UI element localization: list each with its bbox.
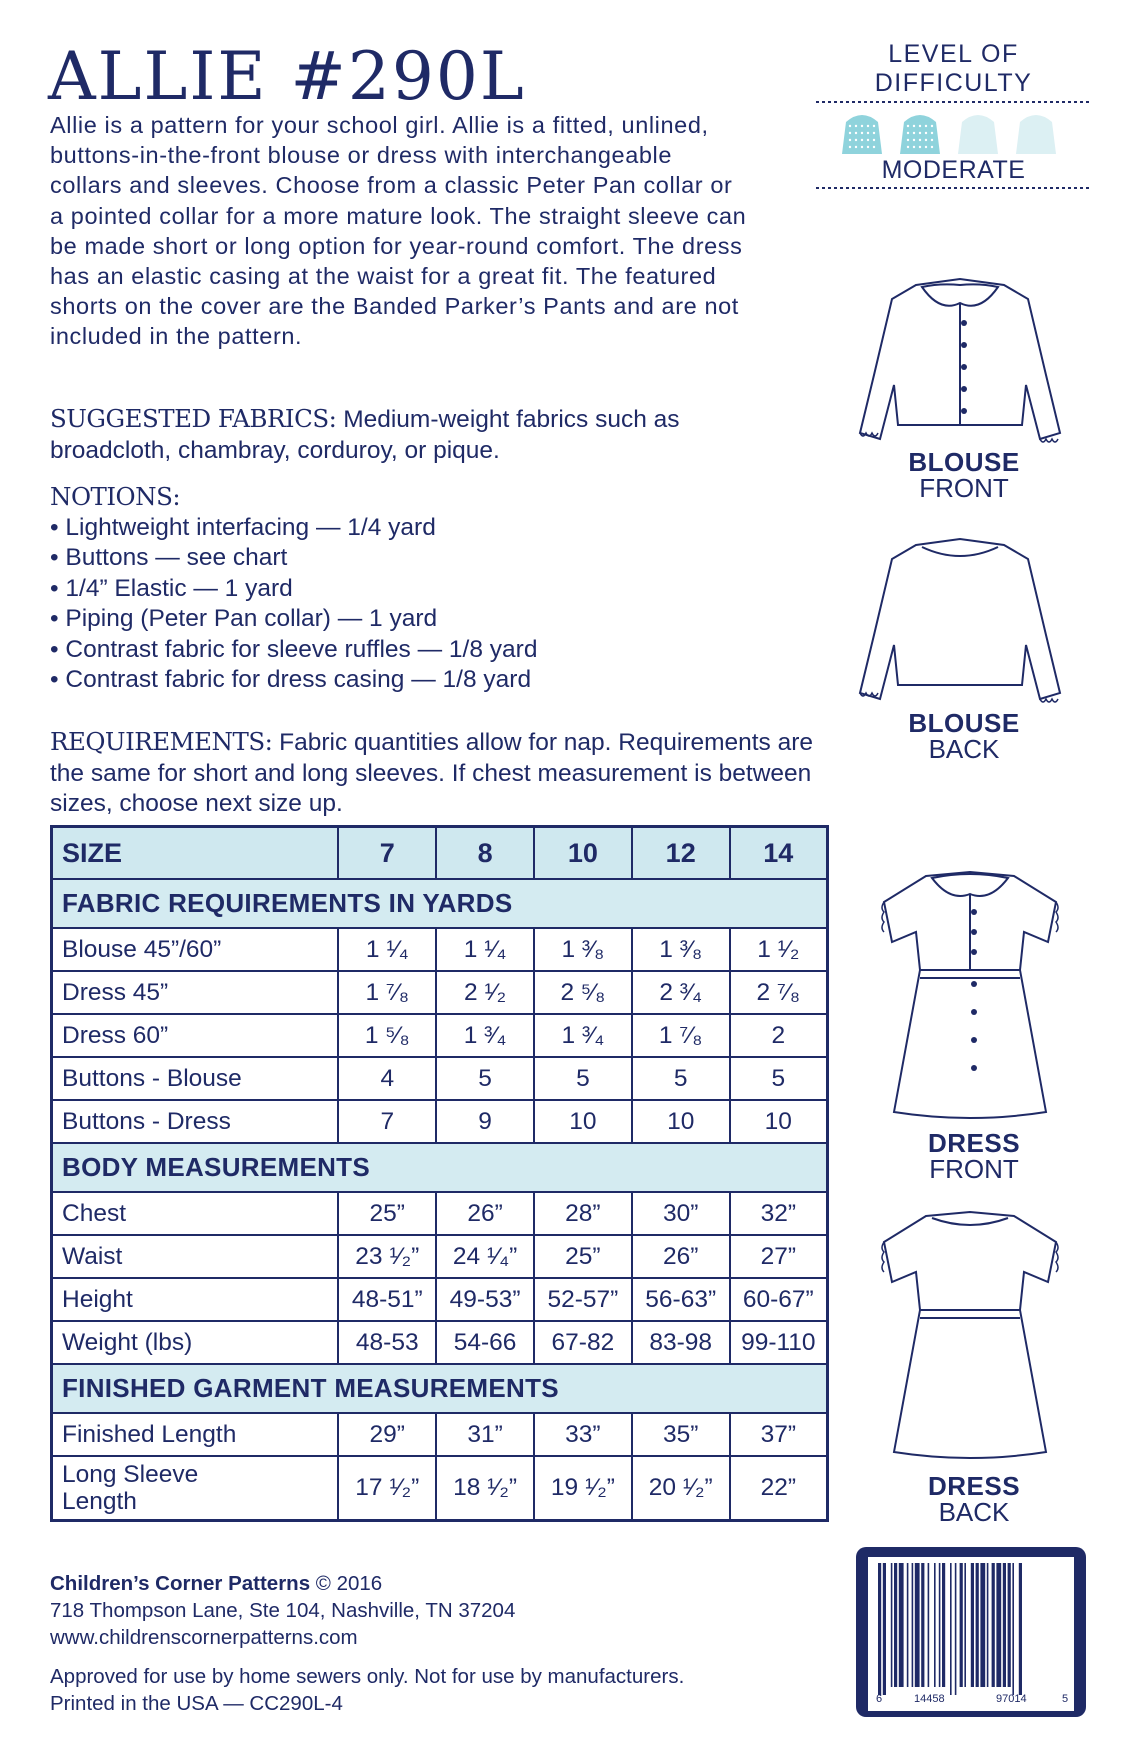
table-cell: 2 ⁵⁄₈ <box>534 971 632 1014</box>
section-title: FINISHED GARMENT MEASUREMENTS <box>52 1364 828 1413</box>
barcode-bar <box>894 1563 897 1687</box>
size-header-cell: 10 <box>534 827 632 880</box>
section-header-row <box>52 1143 828 1192</box>
table-cell: 7 <box>338 1100 436 1143</box>
view-name: BLOUSE <box>908 708 1020 738</box>
table-cell: 5 <box>632 1057 730 1100</box>
table-cell: 5 <box>534 1057 632 1100</box>
size-chart-table <box>50 825 829 1522</box>
table-cell: 32” <box>730 1192 828 1235</box>
table-cell: 1 ¹⁄₂ <box>730 928 828 971</box>
barcode-bar <box>939 1563 941 1687</box>
dress-back-caption <box>884 1473 1064 1525</box>
barcode-bar <box>1019 1563 1022 1695</box>
table-cell: 24 ¹⁄₄” <box>436 1235 534 1278</box>
table-cell: 19 ¹⁄₂” <box>534 1456 632 1521</box>
thimble-dot <box>925 125 927 127</box>
thimble-dot <box>919 132 921 134</box>
thimble-dot <box>873 139 875 141</box>
table-cell: 35” <box>632 1413 730 1456</box>
barcode-bar <box>1003 1563 1006 1687</box>
pattern-description: Allie is a pattern for your school girl. Allie is a fitted, unlined, buttons-in-the-front blouse or dress with interchangeable collars and sleeves. Choose from a classic Peter Pan collar or a pointed collar for a more mature look. The straight sleeve can be made short or long option for year-round comfort. The dress has an elastic casing at the waist for a great fit. The featured shorts on the cover are the Banded Parker’s Pants and are not included in the pattern. <box>50 112 747 350</box>
row-label: Buttons - Dress <box>52 1100 339 1143</box>
barcode-bar <box>976 1563 979 1687</box>
barcode-bar <box>878 1563 881 1695</box>
row-label: Dress 60” <box>52 1014 339 1057</box>
table-cell: 4 <box>338 1057 436 1100</box>
thimble-dot <box>919 125 921 127</box>
table-cell: 29” <box>338 1413 436 1456</box>
table-cell: 23 ¹⁄₂” <box>338 1235 436 1278</box>
section-header-row <box>52 1364 828 1413</box>
table-cell: 2 ⁷⁄₈ <box>730 971 828 1014</box>
suggested-fabrics <box>50 403 750 466</box>
thimble-empty-icon <box>958 115 998 154</box>
table-cell: 10 <box>730 1100 828 1143</box>
barcode-bar <box>950 1563 952 1695</box>
table-cell: 54-66 <box>436 1321 534 1364</box>
thimble-dot <box>931 125 933 127</box>
difficulty-panel <box>812 40 1095 193</box>
table-row <box>52 1278 828 1321</box>
notions-label: NOTIONS: <box>50 482 181 511</box>
row-label: Dress 45” <box>52 971 339 1014</box>
thimble-dot <box>849 132 851 134</box>
row-label: Height <box>52 1278 339 1321</box>
thimble-dot <box>849 125 851 127</box>
barcode-digit: 6 <box>876 1693 883 1705</box>
notion-item: • Lightweight interfacing — 1/4 yard <box>50 513 436 541</box>
table-row <box>52 1456 828 1521</box>
copyright: © 2016 <box>310 1572 383 1595</box>
table-cell: 37” <box>730 1413 828 1456</box>
barcode-bar <box>883 1563 886 1695</box>
barcode-bar <box>899 1563 904 1687</box>
table-cell: 17 ¹⁄₂” <box>338 1456 436 1521</box>
table-cell: 25” <box>534 1235 632 1278</box>
row-label: Chest <box>52 1192 339 1235</box>
table-cell: 1 ⁷⁄₈ <box>338 971 436 1014</box>
table-row <box>52 928 828 971</box>
barcode-digit: 97014 <box>996 1693 1027 1705</box>
view-side: BACK <box>938 1497 1010 1527</box>
row-label: Waist <box>52 1235 339 1278</box>
legal-info <box>50 1663 684 1717</box>
company-address: 718 Thompson Lane, Ste 104, Nashville, TN 37204 <box>50 1599 516 1622</box>
difficulty-level: MODERATE <box>881 156 1026 184</box>
publisher-info <box>50 1570 515 1651</box>
difficulty-rating <box>812 98 1095 164</box>
table-cell: 28” <box>534 1192 632 1235</box>
barcode <box>856 1547 1086 1717</box>
section-title: FABRIC REQUIREMENTS IN YARDS <box>52 879 828 928</box>
table-cell: 33” <box>534 1413 632 1456</box>
barcode-bar <box>980 1563 985 1687</box>
thimble-dot <box>907 139 909 141</box>
thimble-dot <box>907 132 909 134</box>
row-label: Weight (lbs) <box>52 1321 339 1364</box>
barcode-bar <box>996 1563 1001 1687</box>
row-label: Blouse 45”/60” <box>52 928 339 971</box>
table-cell: 49-53” <box>436 1278 534 1321</box>
view-side: FRONT <box>929 1154 1019 1184</box>
barcode-bar <box>942 1563 945 1687</box>
table-cell: 2 <box>730 1014 828 1057</box>
size-header-cell: SIZE <box>52 827 339 880</box>
barcode-digit: 14458 <box>914 1693 945 1705</box>
barcode-bar <box>955 1563 957 1695</box>
thimble-dot <box>907 146 909 148</box>
barcode-bar <box>987 1563 989 1687</box>
table-row <box>52 971 828 1014</box>
table-cell: 56-63” <box>632 1278 730 1321</box>
difficulty-title: LEVEL OF DIFFICULTY <box>874 40 1033 97</box>
row-label: Buttons - Blouse <box>52 1057 339 1100</box>
blouse-front-illustration <box>850 265 1070 455</box>
size-header-cell: 8 <box>436 827 534 880</box>
barcode-digit: 5 <box>1062 1693 1069 1705</box>
blouse-front-caption <box>874 449 1054 501</box>
table-cell: 1 ³⁄₈ <box>534 928 632 971</box>
thimble-dot <box>925 132 927 134</box>
table-row <box>52 1100 828 1143</box>
requirements-label: REQUIREMENTS: <box>50 727 273 756</box>
table-row <box>52 1014 828 1057</box>
thimble-dot <box>931 139 933 141</box>
table-cell: 5 <box>730 1057 828 1100</box>
thimble-dot <box>873 125 875 127</box>
table-cell: 83-98 <box>632 1321 730 1364</box>
pattern-title: ALLIE #290L <box>48 38 526 115</box>
thimble-dot <box>867 125 869 127</box>
view-side: BACK <box>928 734 1000 764</box>
thimble-dot <box>913 139 915 141</box>
notion-item: • 1/4” Elastic — 1 yard <box>50 574 293 602</box>
thimble-dot <box>861 146 863 148</box>
thimble-dot <box>931 146 933 148</box>
thimble-dot <box>913 132 915 134</box>
table-cell: 2 ³⁄₄ <box>632 971 730 1014</box>
section-title: BODY MEASUREMENTS <box>52 1143 828 1192</box>
suggested-fabrics-label: SUGGESTED FABRICS: <box>50 404 337 433</box>
table-row <box>52 1057 828 1100</box>
dress-back-illustration <box>860 1202 1080 1472</box>
row-label: Finished Length <box>52 1413 339 1456</box>
view-name: DRESS <box>927 1128 1021 1158</box>
thimble-dot <box>861 132 863 134</box>
blouse-back-caption <box>874 710 1054 762</box>
table-row <box>52 1235 828 1278</box>
table-cell: 52-57” <box>534 1278 632 1321</box>
table-cell: 5 <box>436 1057 534 1100</box>
table-cell: 99-110 <box>730 1321 828 1364</box>
table-cell: 25” <box>338 1192 436 1235</box>
suggested-fabrics-text: Medium-weight fabrics such as broadcloth, chambray, corduroy, or pique. <box>50 406 680 464</box>
notion-item: • Piping (Peter Pan collar) — 1 yard <box>50 605 438 632</box>
table-cell: 48-51” <box>338 1278 436 1321</box>
requirements-text: Fabric quantities allow for nap. Requirements are the same for short and long sleeves. If chest measurement is between sizes, choose next size up. <box>50 729 814 817</box>
dress-front-illustration <box>860 862 1080 1132</box>
barcode-bar <box>992 1563 995 1687</box>
view-name: DRESS <box>927 1471 1021 1501</box>
thimble-dot <box>873 146 875 148</box>
notions-section <box>50 482 750 696</box>
table-cell: 1 ⁵⁄₈ <box>338 1014 436 1057</box>
thimble-dot <box>855 125 857 127</box>
table-cell: 26” <box>436 1192 534 1235</box>
table-cell: 20 ¹⁄₂” <box>632 1456 730 1521</box>
table-cell: 1 ³⁄₄ <box>534 1014 632 1057</box>
thimble-dot <box>931 132 933 134</box>
thimble-empty-icon <box>1016 115 1056 154</box>
thimble-dot <box>861 139 863 141</box>
size-header-cell: 14 <box>730 827 828 880</box>
table-cell: 1 ⁷⁄₈ <box>632 1014 730 1057</box>
barcode-bar <box>912 1563 914 1687</box>
table-cell: 10 <box>534 1100 632 1143</box>
thimble-dot <box>855 146 857 148</box>
row-label: Long Sleeve Length <box>52 1456 339 1521</box>
thimble-dot <box>873 132 875 134</box>
thimble-dot <box>867 132 869 134</box>
barcode-bar <box>891 1563 893 1687</box>
barcode-bar <box>1008 1563 1011 1687</box>
table-cell: 9 <box>436 1100 534 1143</box>
table-cell: 18 ¹⁄₂” <box>436 1456 534 1521</box>
size-chart-body <box>52 879 828 1521</box>
thimble-dot <box>919 146 921 148</box>
barcode-bar <box>915 1563 920 1687</box>
barcode-bar <box>934 1563 936 1687</box>
table-cell: 31” <box>436 1413 534 1456</box>
table-cell: 1 ³⁄₈ <box>632 928 730 971</box>
table-cell: 1 ³⁄₄ <box>436 1014 534 1057</box>
notion-item: • Buttons — see chart <box>50 544 288 571</box>
table-cell: 27” <box>730 1235 828 1278</box>
thimble-dot <box>867 146 869 148</box>
table-cell: 1 ¹⁄₄ <box>338 928 436 971</box>
thimble-dot <box>855 132 857 134</box>
thimble-dot <box>855 139 857 141</box>
table-cell: 30” <box>632 1192 730 1235</box>
thimble-dot <box>849 139 851 141</box>
table-row <box>52 1192 828 1235</box>
barcode-bar <box>928 1563 930 1687</box>
size-header-cell: 7 <box>338 827 436 880</box>
barcode-bar <box>964 1563 966 1687</box>
table-cell: 26” <box>632 1235 730 1278</box>
barcode-bar <box>1012 1563 1014 1695</box>
table-cell: 2 ¹⁄₂ <box>436 971 534 1014</box>
thimble-dot <box>919 139 921 141</box>
thimble-dot <box>861 125 863 127</box>
requirements-note <box>50 727 820 820</box>
approval-note: Approved for use by home sewers only. Not for use by manufacturers. <box>50 1665 685 1688</box>
table-cell: 10 <box>632 1100 730 1143</box>
thimble-dot <box>913 146 915 148</box>
thimble-dot <box>907 125 909 127</box>
barcode-bar <box>960 1563 963 1687</box>
thimble-dot <box>913 125 915 127</box>
size-header-row <box>52 827 828 880</box>
size-header-cell: 12 <box>632 827 730 880</box>
barcode-bar <box>921 1563 924 1687</box>
dress-front-caption <box>884 1130 1064 1182</box>
section-header-row <box>52 879 828 928</box>
table-row <box>52 1321 828 1364</box>
table-cell: 48-53 <box>338 1321 436 1364</box>
blouse-back-illustration <box>850 525 1070 715</box>
table-cell: 1 ¹⁄₄ <box>436 928 534 971</box>
view-name: BLOUSE <box>908 447 1020 477</box>
thimble-dot <box>925 139 927 141</box>
thimble-dot <box>849 146 851 148</box>
view-side: FRONT <box>919 473 1009 503</box>
thimble-dot <box>925 146 927 148</box>
thimble-dot <box>867 139 869 141</box>
barcode-bar <box>907 1563 909 1687</box>
notion-item: • Contrast fabric for sleeve ruffles — 1/8 yard <box>50 635 538 663</box>
table-row <box>52 1413 828 1456</box>
company-name: Children’s Corner Patterns <box>50 1572 311 1595</box>
printed-note: Printed in the USA — CC290L-4 <box>50 1692 343 1715</box>
table-cell: 60-67” <box>730 1278 828 1321</box>
difficulty-divider <box>812 185 1095 193</box>
table-cell: 67-82 <box>534 1321 632 1364</box>
barcode-bar <box>971 1563 974 1687</box>
company-website: www.childrenscornerpatterns.com <box>50 1626 358 1649</box>
table-cell: 22” <box>730 1456 828 1521</box>
notion-item: • Contrast fabric for dress casing — 1/8 yard <box>50 666 532 693</box>
